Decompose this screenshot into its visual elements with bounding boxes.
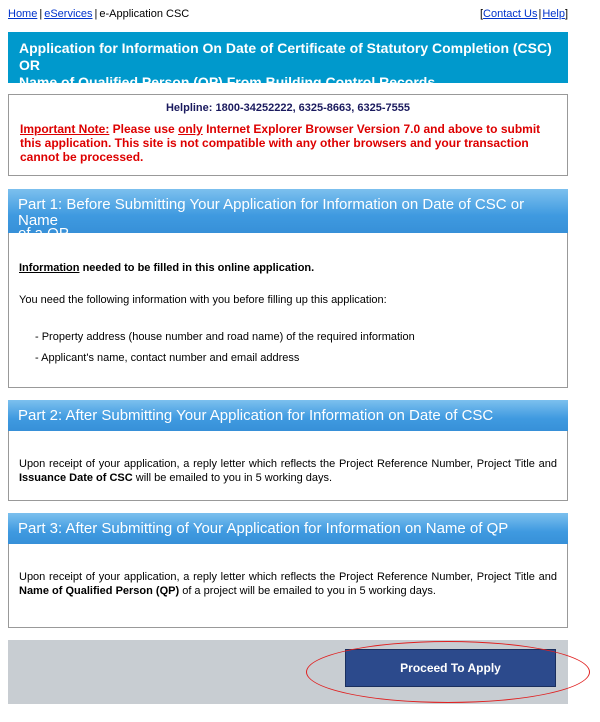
note-text-after: Internet Explorer Browser Version 7.0 and above to submit this application. This site is not compatible with any other browsers and your transaction cannot be processed. [20, 122, 541, 164]
information-word: Information [19, 262, 80, 274]
utility-links [480, 8, 568, 20]
part3-text-a: Upon receipt of your application, a reply letter which reflects the Project Reference Number, Project Title and [19, 571, 557, 583]
note-text-before: Please use [112, 122, 175, 136]
part2-text-bold: Issuance Date of CSC [19, 472, 133, 484]
utility-close-bracket: ] [564, 8, 568, 20]
part1-list-item: - Applicant's name, contact number and email address [35, 352, 300, 364]
breadcrumb-current: e-Application CSC [99, 8, 190, 20]
breadcrumb-home-link[interactable]: Home [8, 8, 38, 20]
part1-body [8, 233, 568, 388]
help-link[interactable]: Help [542, 8, 565, 20]
part2-text [19, 457, 557, 485]
part3-header: Part 3: After Submitting of Your Application for Information on Name of QP [8, 513, 568, 544]
breadcrumb-separator: | [94, 8, 98, 20]
page-title-banner [8, 32, 568, 90]
proceed-to-apply-button[interactable]: Proceed To Apply [345, 649, 556, 687]
part3-body [8, 544, 568, 628]
part2-text-a: Upon receipt of your application, a reply letter which reflects the Project Reference Number, Project Title and [19, 458, 557, 470]
helpline-text: Helpline: 1800-34252222, 6325-8663, 6325-7555 [165, 102, 410, 114]
part2-header: Part 2: After Submitting Your Application for Information on Date of CSC [8, 400, 568, 431]
top-navigation [8, 8, 568, 24]
important-note-text [20, 122, 550, 164]
part1-info-line [19, 261, 314, 275]
part3-text-b: of a project will be emailed to you in 5 working days. [182, 585, 436, 597]
important-notice-box [8, 94, 568, 176]
important-note-label: Important Note: [20, 122, 110, 136]
breadcrumb [8, 8, 189, 20]
part3-text-bold: Name of Qualified Person (QP) [19, 585, 180, 597]
page-title-line2: Name of Qualified Person (QP) From Building Control Records [19, 74, 436, 90]
part1-list-item: - Property address (house number and road name) of the required information [35, 331, 415, 343]
part3-text [19, 570, 557, 598]
part2-body [8, 431, 568, 501]
utility-separator: | [538, 8, 542, 20]
part2-text-b: will be emailed to you in 5 working days. [135, 472, 333, 484]
utility-open-bracket: [ [479, 8, 484, 20]
contact-us-link[interactable]: Contact Us [483, 8, 538, 20]
breadcrumb-eservices-link[interactable]: eServices [44, 8, 93, 20]
part1-header [8, 189, 568, 233]
part1-intro: You need the following information with you before filling up this application: [19, 294, 387, 306]
breadcrumb-separator: | [39, 8, 43, 20]
information-rest: needed to be filled in this online application. [82, 262, 315, 274]
part1-header-line1: Part 1: Before Submitting Your Application for Information on Date of CSC or Name [18, 196, 525, 229]
note-only-word: only [178, 122, 203, 136]
page-title-line1: Application for Information On Date of Certificate of Statutory Completion (CSC) OR [19, 40, 552, 73]
